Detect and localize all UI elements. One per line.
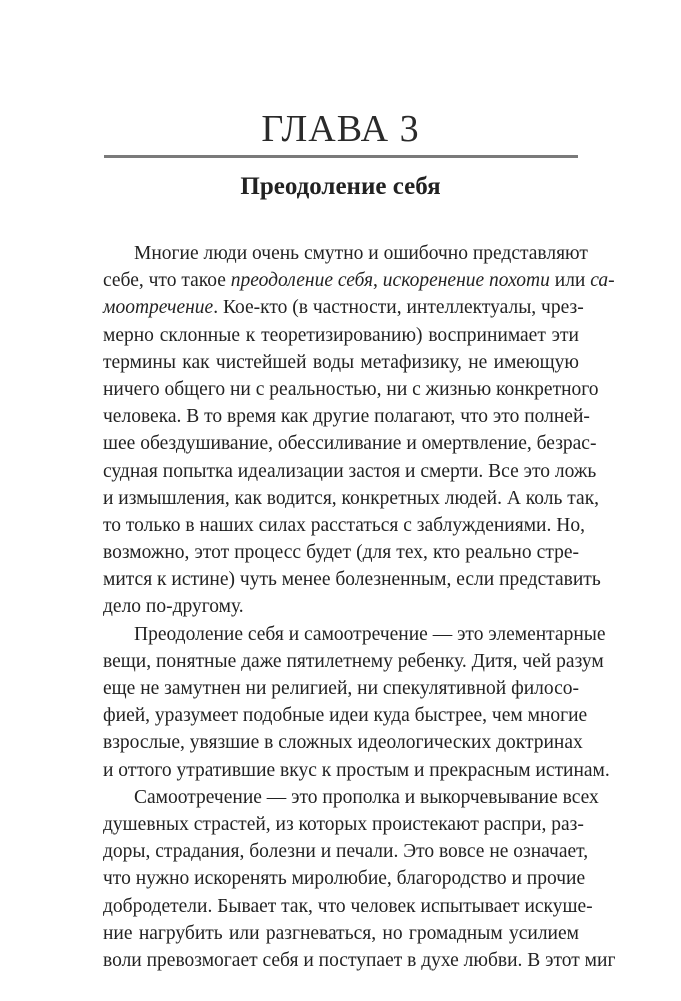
text-segment: воли превозмогает себя и поступает в духе любви. В этот миг bbox=[103, 949, 616, 971]
text-segment: ние нагрубить или разгневаться, но громадным усилием bbox=[103, 922, 579, 944]
text-line bbox=[103, 458, 597, 485]
text-segment: вещи, понятные даже пятилетнему ребенку. Дитя, чей разум bbox=[103, 650, 604, 672]
text-line bbox=[103, 267, 615, 294]
text-line bbox=[103, 403, 590, 430]
text-line bbox=[103, 865, 586, 892]
body-text bbox=[103, 240, 616, 974]
text-line bbox=[103, 349, 579, 376]
text-line bbox=[103, 322, 579, 349]
text-line bbox=[103, 512, 585, 539]
title-divider bbox=[104, 155, 578, 158]
text-segment: то только в наших силах расстаться с заблуждениями. Но, bbox=[103, 514, 585, 536]
text-line bbox=[103, 784, 599, 811]
text-segment: судная попытка идеализации застоя и смерти. Все это ложь bbox=[103, 460, 597, 482]
text-segment: мится к истине) чуть менее болезненным, если представить bbox=[103, 569, 601, 591]
text-line bbox=[103, 294, 584, 321]
text-line bbox=[103, 593, 579, 620]
text-segment: дело по-другому. bbox=[103, 596, 244, 618]
text-line bbox=[103, 947, 616, 974]
text-segment: душевных страстей, из которых проистекают распри, раз- bbox=[103, 813, 584, 835]
text-segment: ничего общего ни с реальностью, ни с жизнью конкретного bbox=[103, 378, 599, 400]
italic-term: са- bbox=[590, 270, 615, 292]
text-line bbox=[103, 675, 579, 702]
italic-term: искоренение похоти bbox=[382, 270, 550, 292]
text-segment: Самоотречение — это прополка и выкорчевывание всех bbox=[134, 786, 599, 808]
text-segment: добродетели. Бывает так, что человек испытывает искуше- bbox=[103, 895, 593, 917]
text-line bbox=[103, 376, 599, 403]
text-segment: мерно склонные к теоретизированию) воспринимает эти bbox=[103, 324, 579, 346]
text-segment: человека. В то время как другие полагают, что это полней- bbox=[103, 406, 590, 428]
text-line bbox=[103, 240, 588, 267]
text-segment: что нужно искоренять миролюбие, благородство и прочие bbox=[103, 868, 586, 890]
text-segment: и измышления, как водится, конкретных людей. А коль так, bbox=[103, 487, 600, 509]
text-segment: возможно, этот процесс будет (для тех, кто реально стре- bbox=[103, 542, 579, 564]
text-line bbox=[103, 566, 601, 593]
text-line bbox=[103, 920, 579, 947]
text-line bbox=[103, 893, 593, 920]
text-line bbox=[103, 757, 610, 784]
text-segment: доры, страдания, болезни и печали. Это вовсе не означает, bbox=[103, 841, 589, 863]
chapter-title: ГЛАВА 3 bbox=[261, 108, 420, 150]
text-segment: . Кое-кто (в частности, интеллектуалы, чрез- bbox=[213, 297, 584, 319]
text-segment: , bbox=[373, 270, 383, 292]
text-line bbox=[103, 811, 584, 838]
text-segment: и оттого утратившие вкус к простым и прекрасным истинам. bbox=[103, 759, 610, 781]
text-segment: еще не замутнен ни религией, ни спекулятивной филосо- bbox=[103, 678, 580, 699]
text-segment: или bbox=[549, 270, 591, 292]
text-line bbox=[103, 430, 597, 457]
text-line bbox=[103, 702, 588, 729]
text-segment: взрослые, увязшие в сложных идеологических доктринах bbox=[103, 732, 583, 754]
text-line bbox=[103, 621, 606, 648]
text-line bbox=[103, 539, 579, 566]
text-line bbox=[103, 838, 589, 865]
text-segment: себе, что такое bbox=[103, 270, 231, 292]
text-segment: термины как чистейшей воды метафизику, не имеющую bbox=[103, 351, 579, 373]
text-segment: шее обездушивание, обессиливание и омертвление, безрас- bbox=[103, 433, 597, 455]
italic-term: моотречение bbox=[103, 297, 214, 319]
text-segment: Преодоление себя и самоотречение — это элементарные bbox=[134, 623, 606, 645]
section-title: Преодоление себя bbox=[240, 173, 441, 200]
text-segment: Многие люди очень смутно и ошибочно представляют bbox=[134, 243, 588, 264]
italic-term: преодоление себя bbox=[230, 270, 374, 292]
text-line bbox=[103, 485, 600, 512]
text-line bbox=[103, 648, 604, 675]
text-line bbox=[103, 729, 583, 756]
text-segment: фией, уразумеет подобные идеи куда быстрее, чем многие bbox=[103, 705, 588, 727]
